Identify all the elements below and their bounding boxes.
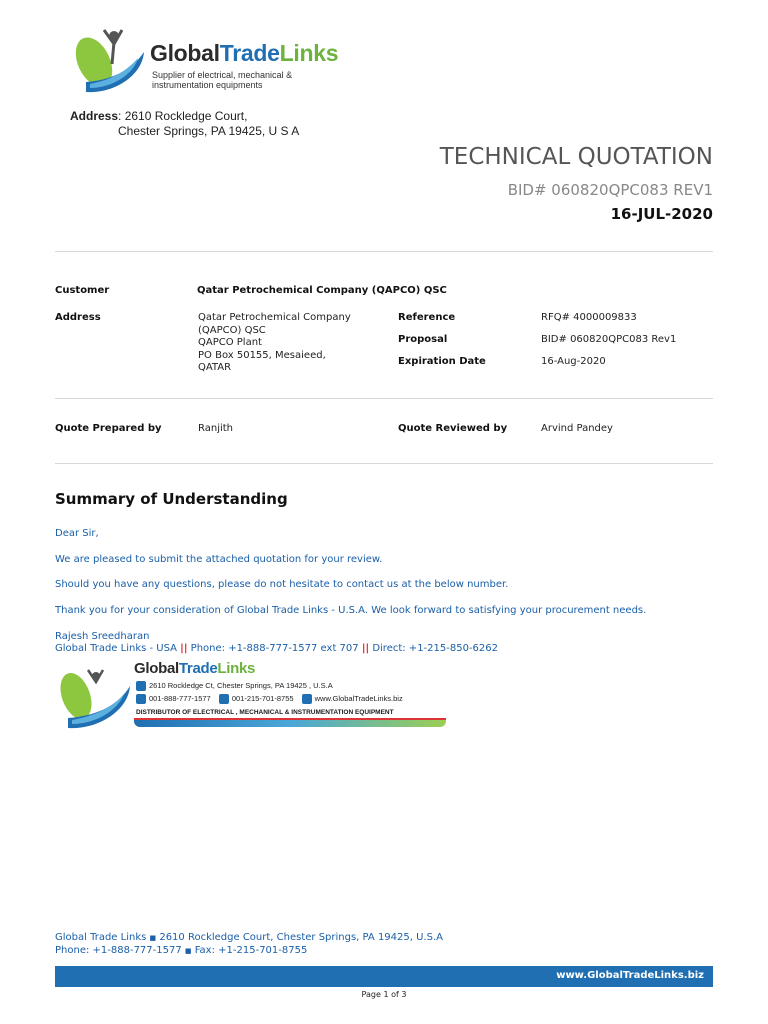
document-title: TECHNICAL QUOTATION xyxy=(439,144,713,170)
address-field-label: Address xyxy=(55,312,101,323)
brand-part-global: Global xyxy=(150,40,220,66)
sig-brand-trade: Trade xyxy=(178,660,218,677)
address-line1: : 2610 Rockledge Court, xyxy=(118,109,248,123)
summary-paragraph: We are pleased to submit the attached quotation for your review. xyxy=(55,554,383,565)
brand-name xyxy=(150,40,338,67)
reference-label: Reference xyxy=(398,312,456,323)
summary-heading: Summary of Understanding xyxy=(55,490,288,508)
reviewed-by-label: Quote Reviewed by xyxy=(398,423,508,434)
prepared-by-value: Ranjith xyxy=(198,423,234,434)
footer-line2 xyxy=(55,945,307,956)
signature-address-row xyxy=(136,681,333,691)
signature-web: www.GlobalTradeLinks.biz xyxy=(314,694,403,703)
signature-brand xyxy=(134,660,255,677)
brand-part-links: Links xyxy=(279,40,339,66)
summary-paragraph: Should you have any questions, please do not hesitate to contact us at the below number. xyxy=(55,579,509,590)
expiration-value: 16-Aug-2020 xyxy=(541,356,606,367)
footer-fax: Fax: +1-215-701-8755 xyxy=(194,945,308,956)
signature-logo-icon xyxy=(56,660,136,732)
signature-tagline: DISTRIBUTOR OF ELECTRICAL , MECHANICAL & INSTRUMENTATION EQUIPMENT xyxy=(136,709,394,716)
customer-address-line: (QAPCO) QSC xyxy=(198,324,266,336)
footer-company: Global Trade Links xyxy=(55,932,147,943)
customer-value: Qatar Petrochemical Company (QAPCO) QSC xyxy=(197,285,447,296)
signature-phone1: 001-888-777-1577 xyxy=(149,694,211,703)
separator: || xyxy=(361,643,370,654)
reviewed-by-value: Arvind Pandey xyxy=(541,423,613,434)
summary-paragraph: Thank you for your consideration of Global Trade Links - U.S.A. We look forward to satisfying your procurement needs. xyxy=(55,605,647,616)
sig-brand-global: Global xyxy=(134,660,179,677)
reference-value: RFQ# 4000009833 xyxy=(541,312,637,323)
customer-address-line: Qatar Petrochemical Company xyxy=(198,312,351,323)
footer-line1 xyxy=(55,932,443,943)
contact-phone: Phone: +1-888-777-1577 ext 707 xyxy=(187,643,362,654)
address-label: Address xyxy=(70,109,119,123)
contact-direct: Direct: +1-215-850-6262 xyxy=(369,643,498,654)
web-icon xyxy=(302,694,312,704)
signature-contact-row xyxy=(136,694,403,704)
salutation: Dear Sir, xyxy=(55,528,99,539)
footer-website-link[interactable]: www.GlobalTradeLinks.biz xyxy=(556,970,704,981)
divider xyxy=(55,398,713,399)
signature-phone2: 001-215-701-8755 xyxy=(231,694,294,703)
document-date: 16-JUL-2020 xyxy=(610,205,713,223)
signature-address: 2610 Rockledge Ct, Chester Springs, PA 19425 , U.S.A xyxy=(149,681,333,690)
expiration-label: Expiration Date xyxy=(398,356,486,367)
contact-line xyxy=(55,643,498,654)
divider xyxy=(55,463,713,464)
brand-tagline: Supplier of electrical, mechanical & instrumentation equipments xyxy=(152,70,293,90)
fax-icon xyxy=(219,694,229,704)
customer-address-line: PO Box 50155, Mesaieed, xyxy=(198,349,326,361)
signature-swoosh xyxy=(134,720,446,727)
contact-company: Global Trade Links - USA xyxy=(55,643,181,654)
prepared-by-label: Quote Prepared by xyxy=(55,423,162,434)
bid-number: BID# 060820QPC083 REV1 xyxy=(507,181,713,199)
customer-address-line: QAPCO Plant xyxy=(198,337,262,348)
customer-address-line: QATAR xyxy=(198,362,232,373)
footer-address: 2610 Rockledge Court, Chester Springs, PA 19425, U.S.A xyxy=(159,932,443,943)
company-logo-icon xyxy=(72,22,152,96)
phone-icon xyxy=(136,694,146,704)
page-number: Page 1 of 3 xyxy=(361,990,407,999)
sig-brand-links: Links xyxy=(217,660,256,677)
brand-part-trade: Trade xyxy=(219,40,280,66)
location-pin-icon xyxy=(136,681,146,691)
bullet-icon: ■ xyxy=(184,947,192,955)
customer-label: Customer xyxy=(55,285,110,296)
divider xyxy=(55,251,713,252)
company-address xyxy=(70,109,299,139)
separator: || xyxy=(180,643,188,654)
address-line2: Chester Springs, PA 19425, U S A xyxy=(118,124,300,138)
signer-name: Rajesh Sreedharan xyxy=(55,631,150,642)
customer-address xyxy=(198,312,378,375)
footer-phone: Phone: +1-888-777-1577 xyxy=(55,945,182,956)
proposal-label: Proposal xyxy=(398,334,448,345)
bullet-icon: ■ xyxy=(149,934,157,942)
proposal-value: BID# 060820QPC083 Rev1 xyxy=(541,334,677,345)
